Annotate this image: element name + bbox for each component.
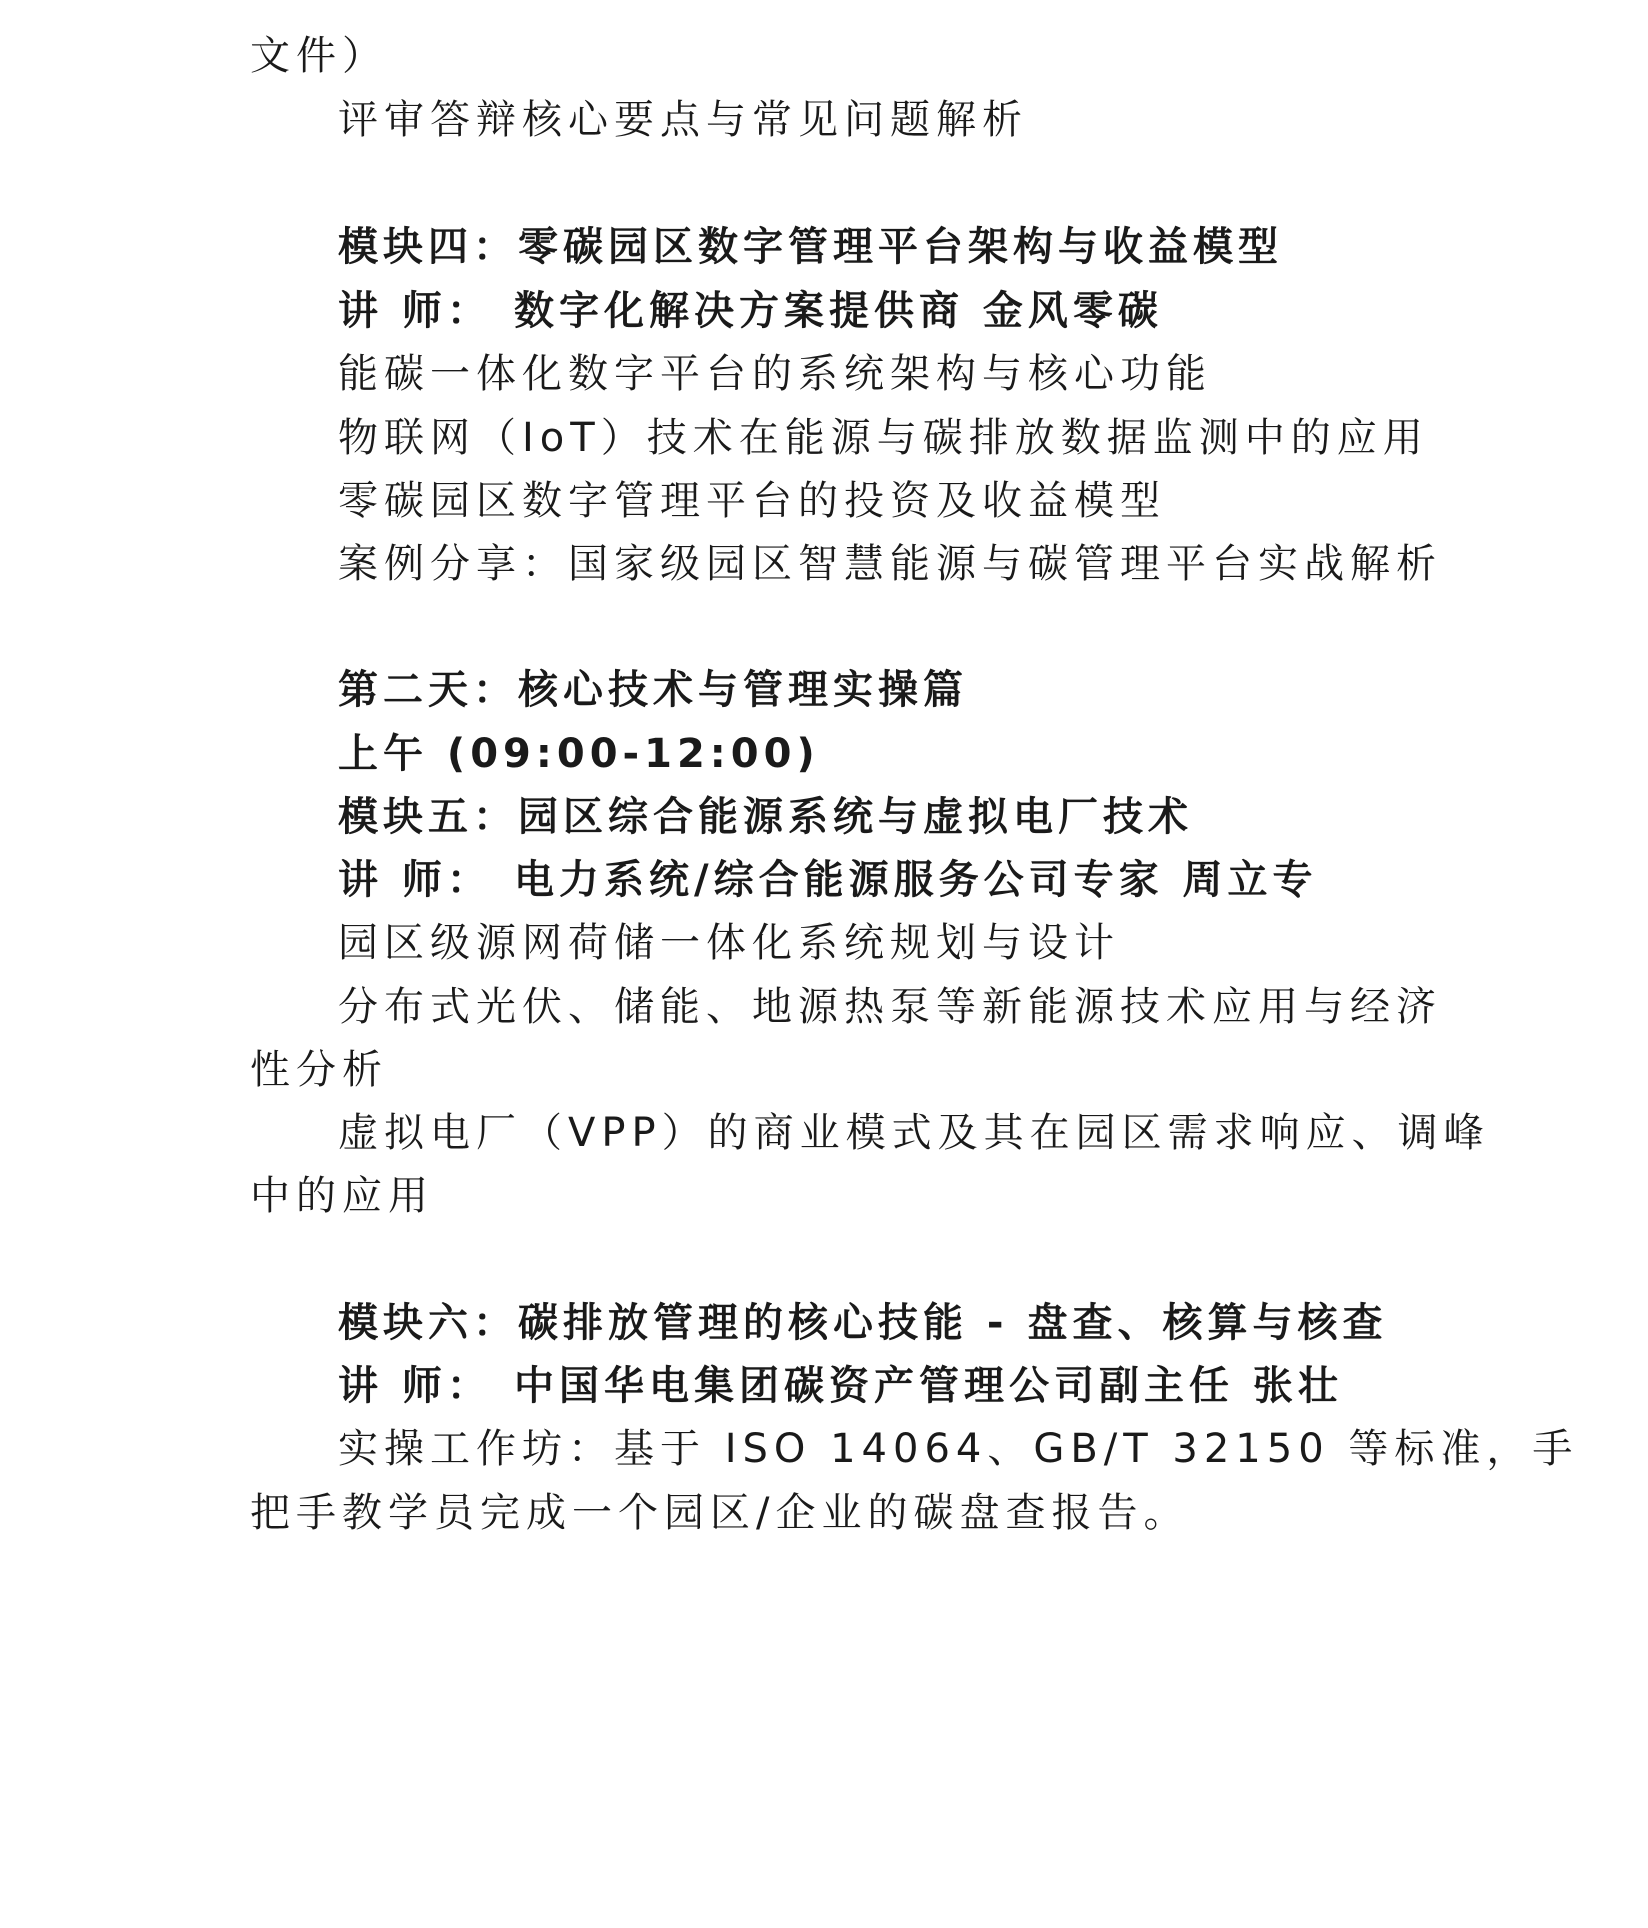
module-heading: 模块五：园区综合能源系统与虚拟电厂技术 [338,794,1193,840]
lecturer-line [338,854,1488,906]
list-item: 案例分享：国家级园区智慧能源与碳管理平台实战解析 [338,541,1442,587]
list-item-continuation: 把手教学员完成一个园区/企业的碳盘查报告。 [250,1490,1190,1536]
list-item: 零碳园区数字管理平台的投资及收益模型 [338,478,1166,524]
paragraph-continuation: 文件） [250,33,388,79]
list-item: 虚拟电厂（VPP）的商业模式及其在园区需求响应、调峰 [338,1110,1490,1156]
lecturer-name: 中国华电集团碳资产管理公司副主任 张壮 [514,1363,1343,1409]
session-time: 上午 (09:00-12:00) [338,731,820,777]
list-item-continuation: 中的应用 [250,1173,434,1219]
lecturer-name: 数字化解决方案提供商 金风零碳 [514,288,1163,334]
lecturer-line [338,285,1488,337]
lecturer-label: 讲 师： [338,288,492,334]
list-item: 实操工作坊：基于 ISO 14064、GB/T 32150 等标准，手 [338,1426,1579,1472]
day-heading: 第二天：核心技术与管理实操篇 [338,667,968,713]
list-item: 园区级源网荷储一体化系统规划与设计 [338,920,1120,966]
list-item: 分布式光伏、储能、地源热泵等新能源技术应用与经济 [338,984,1442,1030]
lecturer-label: 讲 师： [338,1363,492,1409]
lecturer-name: 电力系统/综合能源服务公司专家 周立专 [514,857,1318,903]
lecturer-label: 讲 师： [338,857,492,903]
module-heading: 模块六：碳排放管理的核心技能 - 盘查、核算与核查 [338,1300,1388,1346]
lecturer-line [338,1360,1488,1412]
list-item: 物联网（IoT）技术在能源与碳排放数据监测中的应用 [338,415,1429,461]
module-heading: 模块四：零碳园区数字管理平台架构与收益模型 [338,224,1283,270]
list-item: 评审答辩核心要点与常见问题解析 [338,97,1028,143]
list-item-continuation: 性分析 [250,1047,388,1093]
list-item: 能碳一体化数字平台的系统架构与核心功能 [338,351,1212,397]
